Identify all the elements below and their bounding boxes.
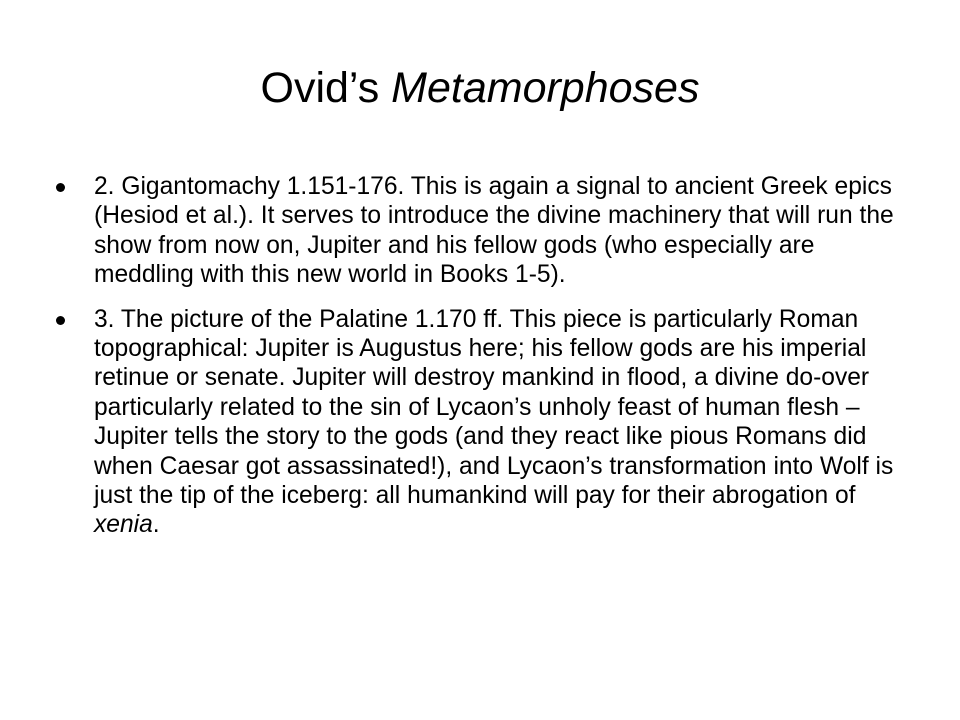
title-italic: Metamorphoses bbox=[391, 64, 700, 112]
bullet-text-italic: xenia bbox=[94, 511, 153, 539]
bullet-item-gigantomachy bbox=[56, 172, 916, 290]
bullet-text bbox=[94, 305, 916, 540]
bullet-dot-icon bbox=[56, 183, 65, 192]
bullet-dot-icon bbox=[56, 316, 65, 325]
bullet-text-suffix: . bbox=[152, 511, 160, 539]
slide-title bbox=[0, 52, 960, 124]
bullet-text bbox=[94, 172, 916, 290]
bullet-text-body: 2. Gigantomachy 1.151-176. This is again a signal to ancient Greek epics (Hesiod et al.). It serves to introduce the divine machinery that will run the show from now on, Jupiter and his fellow gods (who especially are meddling with this new world in Books 1-5). bbox=[94, 173, 894, 289]
bullet-item-palatine bbox=[56, 305, 916, 540]
bullet-text-body: 3. The picture of the Palatine 1.170 ff. This piece is particularly Roman topographical: Jupiter is Augustus here; his fellow gods are his imperial retinue or senate. Jupiter will destroy mankind in flood, a divine do-over particularly related to the sin of Lycaon’s unholy feast of human flesh – Jupiter tells the story to the gods (and they react like pious Romans did when Caesar got assassinated!), and Lycaon’s transformation into Wolf is just the tip of the iceberg: all humankind will pay for their abrogation of bbox=[94, 305, 894, 510]
bullet-list bbox=[56, 172, 916, 555]
title-prefix: Ovid’s bbox=[260, 64, 392, 112]
